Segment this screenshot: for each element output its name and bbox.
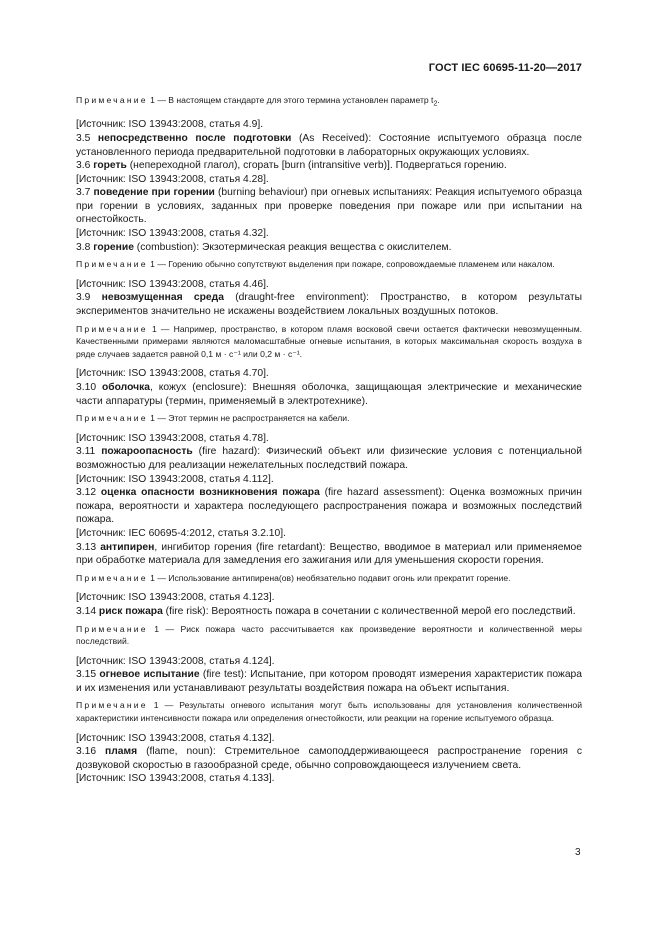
term-number: 3.16 [76, 746, 105, 758]
term-name: горение [93, 241, 134, 253]
source-reference: [Источник: ISO 13943:2008, статья 4.124]. [76, 655, 275, 667]
term-number: 3.14 [76, 605, 99, 617]
source-reference: [Источник: ISO 13943:2008, статья 4.28]. [76, 173, 269, 185]
term-name: пламя [105, 746, 138, 758]
term-name: оболочка [101, 382, 150, 393]
note-number: 1 [150, 413, 158, 424]
source-reference: [Источник: ISO 13943:2008, статья 4.32]. [76, 228, 269, 240]
note [76, 699, 582, 724]
term-name: оценка опасности возникновения пожара [100, 487, 320, 499]
term-number: 3.12 [76, 487, 101, 499]
term-name: риск пожара [98, 605, 163, 617]
term-number: 3.10 [76, 382, 102, 393]
term-definition [76, 186, 582, 227]
subscript: 2 [433, 100, 438, 108]
term-number: 3.15 [76, 669, 100, 681]
note-text: — Горению обычно сопутствуют выделения при пожаре, сопровождаемые пламенем или накалом. [157, 259, 555, 270]
source-reference: [Источник: ISO 13943:2008, статья 4.46]. [76, 278, 269, 290]
term-definition [76, 486, 582, 527]
term-text: (непереходной глагол), сгорать [burn (intransitive verb)]. Подвергаться горению. [126, 160, 507, 172]
source-reference: [Источник: ISO 13943:2008, статья 4.132]. [76, 732, 275, 744]
term-definition [76, 668, 582, 695]
term-text: (fire risk): Вероятность пожара в сочетании с количественной мерой его последствий. [162, 605, 576, 617]
term-name: антипирен [100, 541, 155, 553]
term-definition [76, 159, 582, 173]
term-definition [76, 445, 582, 472]
note-label: Примечание [76, 572, 148, 583]
term-name: гореть [93, 160, 127, 172]
term-text: (burning behaviour) при огневых испытаниях: Реакция испытуемого образца при горении в условиях, заданных при проверке поведения при пожаре или при испытании на огнестойкость. [76, 187, 582, 226]
note-number: 1 [151, 323, 161, 334]
note-text: — Результаты огневого испытания могут быть использованы для установления количественной характеристики интенсивности пожара или определения огнестойкости, или реакции на горение испытуемого образца. [76, 700, 582, 724]
term-name: невозмущенная среда [101, 292, 224, 304]
term-number: 3.13 [76, 541, 101, 553]
note-text: — Этот термин не распространяется на кабели. [157, 413, 350, 424]
note-text: — В настоящем стандарте для этого термина установлен параметр t [157, 95, 434, 105]
note-number: 1 [150, 572, 158, 583]
standard-header: ГОСТ IEC 60695-11-20—2017 [428, 62, 582, 74]
note-label: Примечание [76, 623, 148, 634]
term-text: (draught-free environment): Пространство, в котором результаты экспериментов значительно не искажены воздействием локальных воздушных потоков. [76, 292, 582, 318]
term-name: пожароопасность [101, 446, 193, 458]
term-definition [76, 605, 582, 619]
note [76, 323, 582, 361]
note-number: 1 [154, 623, 166, 634]
term-definition [76, 541, 582, 568]
note: Примечание 1 — В настоящем стандарте для этого термина установлен параметр $t_2$. [76, 95, 440, 108]
term-definition [76, 745, 582, 772]
note-label: Примечание [76, 259, 148, 270]
term-definition [76, 291, 582, 318]
term-definition [76, 241, 582, 255]
term-name: непосредственно после подготовки [97, 132, 292, 144]
document-body [76, 90, 582, 786]
term-text: , кожух (enclosure): Внешняя оболочка, защищающая электрические и механические части аппаратуры (термин, применяемый в электротехнике). [76, 382, 582, 407]
term-number: 3.7 [76, 187, 94, 199]
note-text: — Например, пространство, в котором пламя восковой свечи остается фактически невозмущенным. Качественными примерами являются маломасштабные огневые испытания, в которых максимальная скорость воздуха в ряде случаев задается равной 0,1 м · с⁻¹ или 0,2 м · с⁻¹. [76, 323, 583, 359]
note-text: — Использование антипирена(ов) необязательно подавит огонь или прекратит горение. [157, 572, 511, 583]
term-text: (fire hazard assessment): Оценка возможных причин пожара, вероятности и характера последующего распространения пожара и возможных последствий пожара. [76, 487, 582, 526]
term-text: (flame, noun): Стремительное самоподдерживающееся распространение горения с дозвуковой скоростью в газообразной среде, обычно сопровождающееся излучением света. [76, 746, 582, 771]
note [76, 623, 582, 648]
term-text: (fire test): Испытание, при котором проводят измерения характеристик пожара и их изменения или устанавливают результаты воздействия пожара на объект испытания. [76, 669, 582, 694]
term-number: 3.8 [76, 241, 94, 253]
note-label: Примечание [76, 700, 148, 711]
note [76, 572, 582, 585]
term-number: 3.5 [76, 132, 98, 144]
source-reference: [Источник: ISO 13943:2008, статья 4.70]. [76, 368, 269, 380]
note-label: Примечание [76, 95, 148, 105]
source-reference: [Источник: ISO 13943:2008, статья 4.112]. [76, 473, 274, 485]
term-number: 3.11 [76, 446, 102, 458]
source-reference: [Источник: ISO 13943:2008, статья 4.133]. [76, 773, 275, 785]
term-text: , ингибитор горения (fire retardant): Вещество, вводимое в материал или применяемое при обработке материала для замедления его зажигания или для уменьшения скорости горения. [76, 541, 582, 567]
source-reference: [Источник: ISO 13943:2008, статья 4.9]. [76, 119, 264, 131]
source-reference: [Источник: IEC 60695-4:2012, статья 3.2.10]. [76, 527, 286, 539]
term-number: 3.6 [76, 160, 94, 172]
note-label: Примечание [76, 413, 148, 424]
source-reference: [Источник: ISO 13943:2008, статья 4.123]. [76, 592, 275, 604]
term-definition [76, 132, 582, 159]
note-text: — Риск пожара часто рассчитывается как произведение вероятности и количественной меры последствий. [76, 623, 582, 647]
page-number: 3 [575, 847, 581, 858]
term-definition [76, 381, 582, 408]
term-number: 3.9 [76, 292, 102, 304]
term-name: огневое испытание [99, 669, 200, 681]
term-text: (As Received): Состояние испытуемого образца после установленного периода предварительной подготовки в лабораторных окружающих условиях. [76, 132, 582, 158]
note [76, 258, 582, 271]
note [76, 412, 582, 425]
note-number: 1 [150, 95, 158, 105]
term-text: (fire hazard): Физический объект или физические условия с потенциальной возможностью для реализации нежелательных последствий пожара. [76, 446, 583, 471]
note-number: 1 [153, 700, 165, 711]
note-number: 1 [150, 259, 158, 270]
term-name: поведение при горении [93, 187, 215, 199]
term-text: (combustion): Экзотермическая реакция вещества с окислителем. [133, 241, 452, 253]
note-label: Примечание [76, 323, 148, 334]
source-reference: [Источник: ISO 13943:2008, статья 4.78]. [76, 432, 269, 444]
